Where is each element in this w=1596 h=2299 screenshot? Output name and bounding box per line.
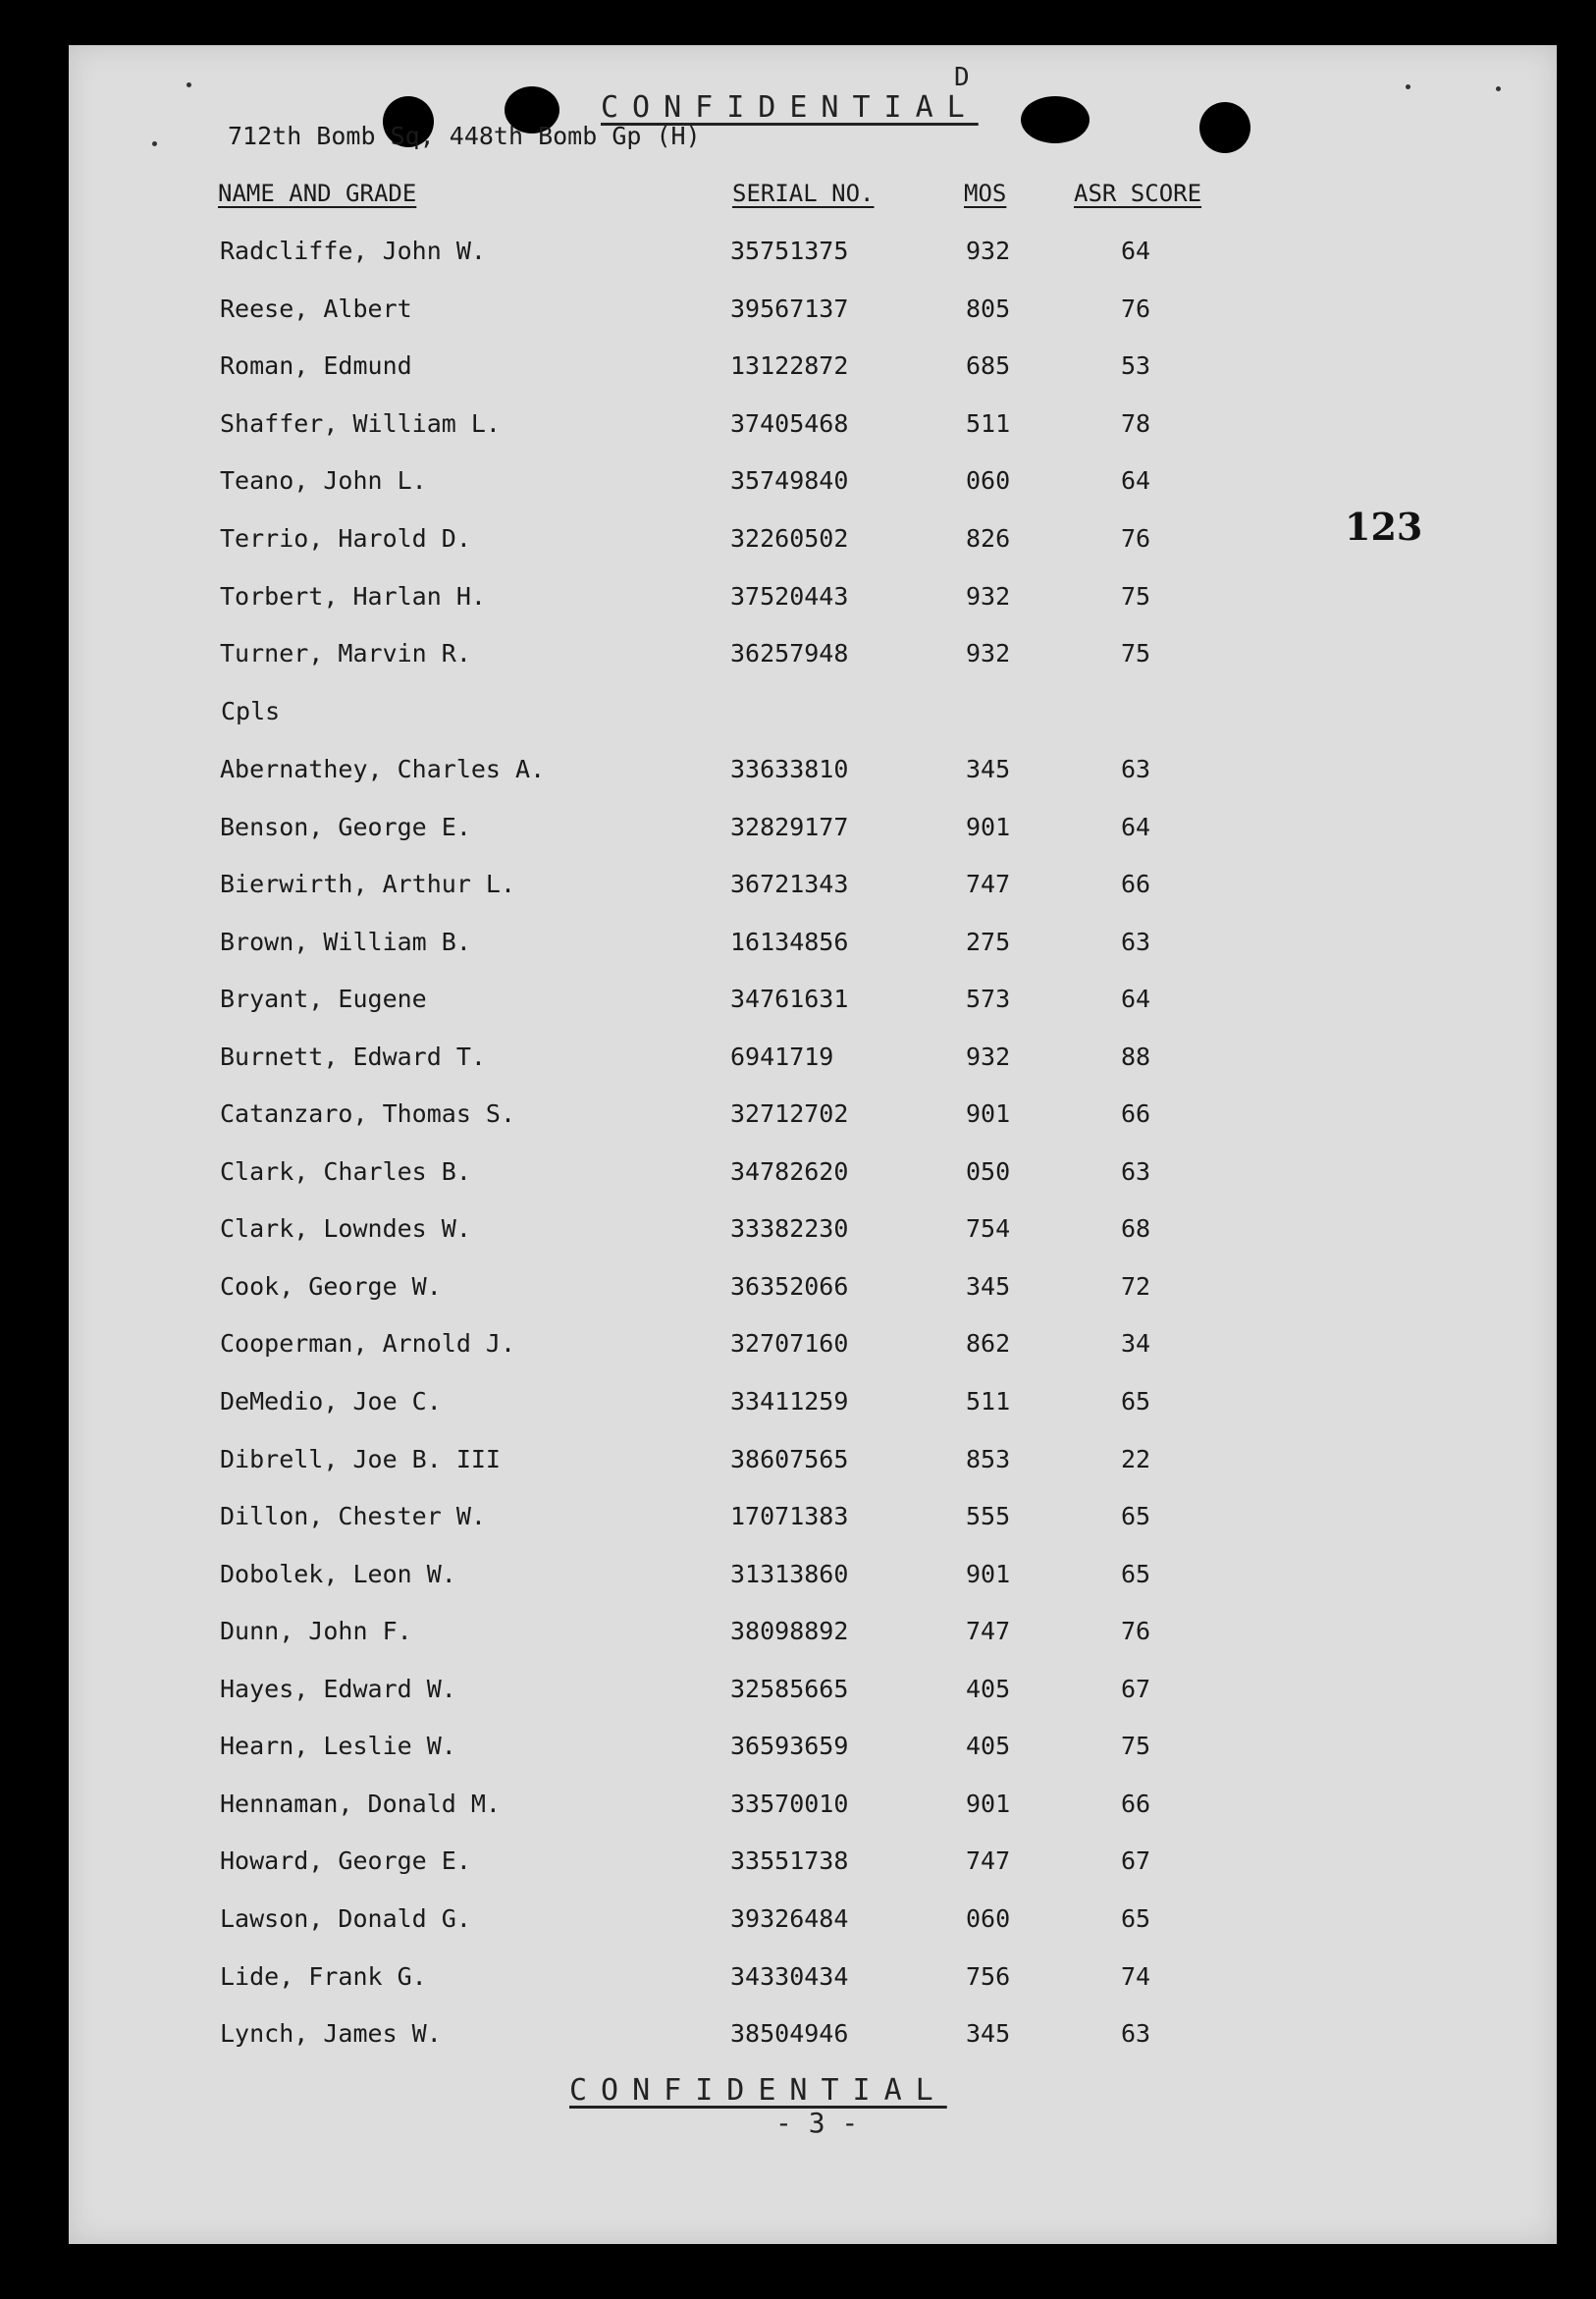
- name-cell: Bryant, Eugene: [220, 985, 427, 1013]
- mos-cell: 345: [966, 2019, 1011, 2048]
- serial-cell: 33411259: [730, 1387, 849, 1416]
- serial-cell: 32585665: [730, 1675, 849, 1703]
- table-row: [0, 1043, 1596, 1082]
- table-row: [0, 870, 1596, 909]
- asr-cell: 64: [1121, 813, 1151, 841]
- speck: [1406, 84, 1410, 89]
- asr-cell: 67: [1121, 1846, 1151, 1875]
- table-row: [0, 1329, 1596, 1368]
- mos-cell: 901: [966, 813, 1011, 841]
- table-row: [0, 1387, 1596, 1426]
- unit-heading: 712th Bomb Sq, 448th Bomb Gp (H): [228, 122, 701, 150]
- serial-cell: 38098892: [730, 1617, 849, 1645]
- page-number-stamp: 123: [1345, 505, 1423, 549]
- mos-cell: 932: [966, 639, 1011, 668]
- name-cell: Brown, William B.: [220, 928, 471, 956]
- mos-cell: 685: [966, 351, 1011, 380]
- asr-cell: 76: [1121, 524, 1151, 553]
- table-row: [0, 1962, 1596, 2002]
- asr-cell: 68: [1121, 1214, 1151, 1243]
- mos-cell: 901: [966, 1790, 1011, 1818]
- asr-cell: 65: [1121, 1387, 1151, 1416]
- name-cell: Reese, Albert: [220, 294, 412, 323]
- serial-cell: 36721343: [730, 870, 849, 898]
- mos-cell: 573: [966, 985, 1011, 1013]
- asr-cell: 65: [1121, 1502, 1151, 1530]
- asr-cell: 63: [1121, 928, 1151, 956]
- classification-header: CONFIDENTIAL: [601, 90, 979, 125]
- table-row: [0, 813, 1596, 852]
- punch-hole: [1021, 96, 1090, 143]
- serial-cell: 38607565: [730, 1445, 849, 1473]
- table-row: [0, 1904, 1596, 1944]
- mos-cell: 511: [966, 409, 1011, 438]
- serial-cell: 35749840: [730, 466, 849, 495]
- serial-cell: 36257948: [730, 639, 849, 668]
- asr-cell: 76: [1121, 1617, 1151, 1645]
- table-row: [0, 1617, 1596, 1656]
- mos-cell: 862: [966, 1329, 1011, 1358]
- mos-cell: 275: [966, 928, 1011, 956]
- name-cell: Clark, Charles B.: [220, 1157, 471, 1186]
- mos-cell: 345: [966, 755, 1011, 783]
- asr-cell: 66: [1121, 1099, 1151, 1128]
- asr-cell: 22: [1121, 1445, 1151, 1473]
- serial-cell: 32707160: [730, 1329, 849, 1358]
- mos-cell: 932: [966, 582, 1011, 611]
- table-row: [0, 1790, 1596, 1829]
- asr-cell: 65: [1121, 1560, 1151, 1588]
- name-cell: Cook, George W.: [220, 1272, 442, 1301]
- mos-cell: 901: [966, 1560, 1011, 1588]
- asr-cell: 53: [1121, 351, 1151, 380]
- name-cell: Torbert, Harlan H.: [220, 582, 486, 611]
- asr-cell: 64: [1121, 985, 1151, 1013]
- asr-cell: 76: [1121, 294, 1151, 323]
- serial-cell: 33633810: [730, 755, 849, 783]
- mos-cell: 805: [966, 294, 1011, 323]
- asr-cell: 66: [1121, 870, 1151, 898]
- table-row: [0, 1732, 1596, 1771]
- top-mark: D: [954, 63, 970, 92]
- table-row: [0, 2019, 1596, 2058]
- serial-cell: 17071383: [730, 1502, 849, 1530]
- serial-cell: 36352066: [730, 1272, 849, 1301]
- table-row: [0, 524, 1596, 563]
- table-row: [0, 1675, 1596, 1714]
- table-row: [0, 237, 1596, 276]
- table-row: [0, 1157, 1596, 1197]
- name-cell: Hayes, Edward W.: [220, 1675, 456, 1703]
- mos-cell: 901: [966, 1099, 1011, 1128]
- table-row: [0, 1846, 1596, 1886]
- name-cell: Burnett, Edward T.: [220, 1043, 486, 1071]
- asr-cell: 88: [1121, 1043, 1151, 1071]
- asr-cell: 63: [1121, 2019, 1151, 2048]
- serial-cell: 34782620: [730, 1157, 849, 1186]
- name-cell: Dobolek, Leon W.: [220, 1560, 456, 1588]
- serial-cell: 6941719: [730, 1043, 834, 1071]
- asr-cell: 65: [1121, 1904, 1151, 1933]
- asr-cell: 75: [1121, 582, 1151, 611]
- table-row: [0, 755, 1596, 794]
- serial-cell: 37520443: [730, 582, 849, 611]
- mos-cell: 060: [966, 466, 1011, 495]
- speck: [152, 141, 157, 146]
- asr-cell: 64: [1121, 466, 1151, 495]
- mos-cell: 853: [966, 1445, 1011, 1473]
- speck: [186, 82, 191, 87]
- name-cell: Howard, George E.: [220, 1846, 471, 1875]
- name-cell: Turner, Marvin R.: [220, 639, 471, 668]
- mos-cell: 555: [966, 1502, 1011, 1530]
- mos-cell: 405: [966, 1675, 1011, 1703]
- mos-cell: 756: [966, 1962, 1011, 1991]
- serial-cell: 35751375: [730, 237, 849, 265]
- name-cell: Bierwirth, Arthur L.: [220, 870, 516, 898]
- name-cell: Lide, Frank G.: [220, 1962, 427, 1991]
- mos-cell: 345: [966, 1272, 1011, 1301]
- mos-cell: 060: [966, 1904, 1011, 1933]
- punch-hole: [1199, 102, 1250, 153]
- mos-cell: 826: [966, 524, 1011, 553]
- name-cell: Dibrell, Joe B. III: [220, 1445, 501, 1473]
- asr-cell: 64: [1121, 237, 1151, 265]
- section-label: Cpls: [221, 697, 281, 725]
- name-cell: Shaffer, William L.: [220, 409, 501, 438]
- table-row: [0, 639, 1596, 678]
- asr-cell: 75: [1121, 1732, 1151, 1760]
- mos-cell: 747: [966, 1846, 1011, 1875]
- table-row: [0, 1502, 1596, 1541]
- serial-cell: 16134856: [730, 928, 849, 956]
- serial-cell: 33551738: [730, 1846, 849, 1875]
- serial-cell: 34330434: [730, 1962, 849, 1991]
- column-header-serial: SERIAL NO.: [732, 180, 875, 207]
- mos-cell: 754: [966, 1214, 1011, 1243]
- classification-footer: CONFIDENTIAL: [569, 2073, 947, 2108]
- name-cell: Abernathey, Charles A.: [220, 755, 546, 783]
- table-row: [0, 466, 1596, 506]
- mos-cell: 747: [966, 870, 1011, 898]
- speck: [1496, 86, 1501, 91]
- name-cell: Benson, George E.: [220, 813, 471, 841]
- column-header-name: NAME AND GRADE: [218, 180, 417, 207]
- asr-cell: 67: [1121, 1675, 1151, 1703]
- serial-cell: 39567137: [730, 294, 849, 323]
- table-row: [0, 1445, 1596, 1484]
- serial-cell: 39326484: [730, 1904, 849, 1933]
- mos-cell: 932: [966, 1043, 1011, 1071]
- serial-cell: 33570010: [730, 1790, 849, 1818]
- asr-cell: 78: [1121, 409, 1151, 438]
- name-cell: Roman, Edmund: [220, 351, 412, 380]
- asr-cell: 63: [1121, 1157, 1151, 1186]
- table-row: [0, 294, 1596, 334]
- asr-cell: 63: [1121, 755, 1151, 783]
- name-cell: Hearn, Leslie W.: [220, 1732, 456, 1760]
- asr-cell: 72: [1121, 1272, 1151, 1301]
- table-row: [0, 351, 1596, 391]
- name-cell: Cooperman, Arnold J.: [220, 1329, 516, 1358]
- name-cell: Radcliffe, John W.: [220, 237, 486, 265]
- name-cell: DeMedio, Joe C.: [220, 1387, 442, 1416]
- name-cell: Catanzaro, Thomas S.: [220, 1099, 516, 1128]
- serial-cell: 33382230: [730, 1214, 849, 1243]
- table-row: [0, 1214, 1596, 1254]
- serial-cell: 38504946: [730, 2019, 849, 2048]
- table-row: [0, 1560, 1596, 1599]
- serial-cell: 31313860: [730, 1560, 849, 1588]
- name-cell: Hennaman, Donald M.: [220, 1790, 501, 1818]
- name-cell: Teano, John L.: [220, 466, 427, 495]
- mos-cell: 932: [966, 237, 1011, 265]
- name-cell: Lawson, Donald G.: [220, 1904, 471, 1933]
- table-row: [0, 1272, 1596, 1311]
- serial-cell: 32712702: [730, 1099, 849, 1128]
- asr-cell: 34: [1121, 1329, 1151, 1358]
- table-row: [0, 1099, 1596, 1139]
- asr-cell: 66: [1121, 1790, 1151, 1818]
- mos-cell: 511: [966, 1387, 1011, 1416]
- asr-cell: 75: [1121, 639, 1151, 668]
- serial-cell: 32260502: [730, 524, 849, 553]
- mos-cell: 405: [966, 1732, 1011, 1760]
- name-cell: Dillon, Chester W.: [220, 1502, 486, 1530]
- mos-cell: 747: [966, 1617, 1011, 1645]
- serial-cell: 13122872: [730, 351, 849, 380]
- table-row: [0, 928, 1596, 967]
- table-row: [0, 582, 1596, 621]
- serial-cell: 34761631: [730, 985, 849, 1013]
- serial-cell: 36593659: [730, 1732, 849, 1760]
- column-header-mos: MOS: [964, 180, 1007, 207]
- table-row: [0, 985, 1596, 1024]
- name-cell: Clark, Lowndes W.: [220, 1214, 471, 1243]
- name-cell: Terrio, Harold D.: [220, 524, 471, 553]
- page-footer-number: - 3 -: [775, 2107, 859, 2139]
- serial-cell: 37405468: [730, 409, 849, 438]
- serial-cell: 32829177: [730, 813, 849, 841]
- name-cell: Lynch, James W.: [220, 2019, 442, 2048]
- mos-cell: 050: [966, 1157, 1011, 1186]
- name-cell: Dunn, John F.: [220, 1617, 412, 1645]
- table-row: [0, 409, 1596, 449]
- column-header-asr: ASR SCORE: [1074, 180, 1202, 207]
- asr-cell: 74: [1121, 1962, 1151, 1991]
